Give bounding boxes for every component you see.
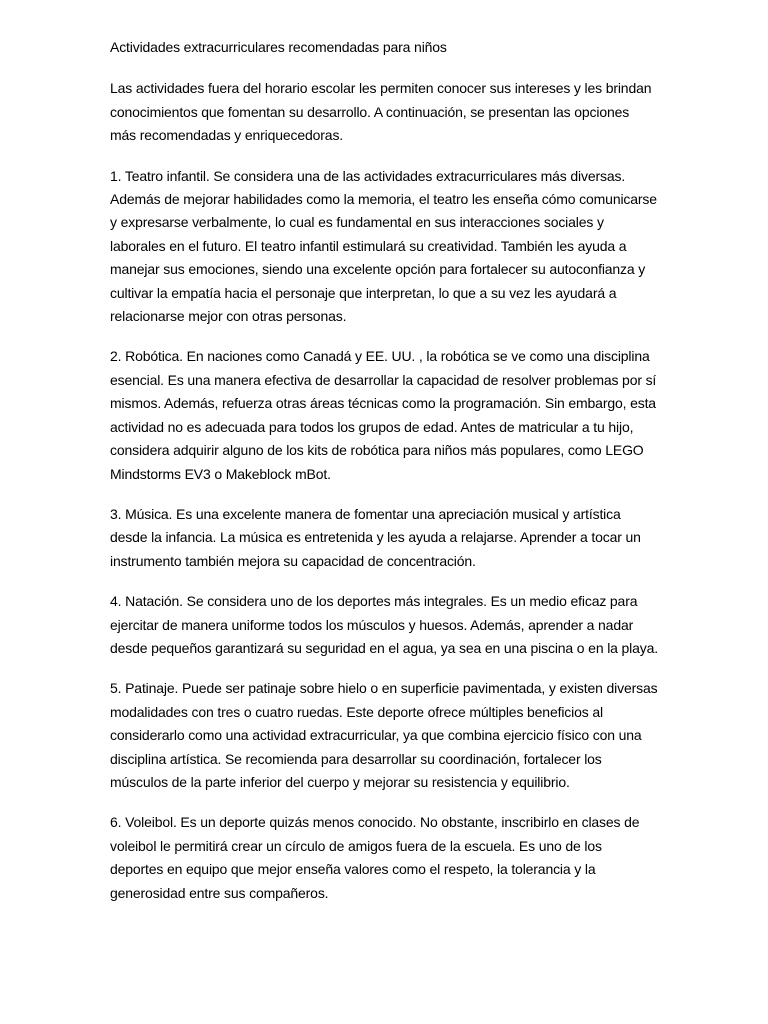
item-patinaje: 5. Patinaje. Puede ser patinaje sobre hielo o en superficie pavimentada, y existen diversas modalidades con tres o cuatro ruedas. Este deporte ofrece múltiples beneficios al considerarlo como una actividad extracurricular, ya que combina ejercicio físico con una disciplina artística. Se recomienda para desarrollar su coordinación, fortalecer los músculos de la parte inferior del cuerpo y mejorar su resistencia y equilibrio. xyxy=(110,680,658,790)
item-musica: 3. Música. Es una excelente manera de fomentar una apreciación musical y artística desde la infancia. La música es entretenida y les ayuda a relajarse. Aprender a tocar un instrumento también mejora su capacidad de concentración. xyxy=(110,505,641,569)
item-natacion: 4. Natación. Se considera uno de los deportes más integrales. Es un medio eficaz para ejercitar de manera uniforme todos los músculos y huesos. Además, aprender a nadar desde pequeños garantizará su seguridad en el agua, ya sea en una piscina o en la playa. xyxy=(110,593,658,656)
item-teatro-infantil: 1. Teatro infantil. Se considera una de las actividades extracurriculares más diversas. Además de mejorar habilidades como la memoria, el teatro les enseña cómo comunicarse y expresarse verbalmente, lo cual es fundamental en sus interacciones sociales y laborales en el futuro. El teatro infantil estimulará su creatividad. También les ayuda a manejar sus emociones, siendo una excelente opción para fortalecer su autoconfianza y cultivar la empatía hacia el personaje que interpretan, lo que a su vez les ayudará a relacionarse mejor con otras personas. xyxy=(110,167,657,325)
intro-paragraph: Las actividades fuera del horario escolar les permiten conocer sus intereses y les brindan conocimientos que fomentan su desarrollo. A continuación, se presentan las opciones más recomendadas y enriquecedoras. xyxy=(110,80,652,144)
document-title: Actividades extracurriculares recomendadas para niños xyxy=(110,39,447,55)
item-robotica: 2. Robótica. En naciones como Canadá y EE. UU. , la robótica se ve como una disciplina esencial. Es una manera efectiva de desarrollar la capacidad de resolver problemas por sí mismos. Además, refuerza otras áreas técnicas como la programación. Sin embargo, esta actividad no es adecuada para todos los grupos de edad. Antes de matricular a tu hijo, considera adquirir alguno de los kits de robótica para niños más populares, como LEGO Mindstorms EV3 o Makeblock mBot. xyxy=(110,348,657,482)
item-voleibol: 6. Voleibol. Es un deporte quizás menos conocido. No obstante, inscribirlo en clases de voleibol le permitirá crear un círculo de amigos fuera de la escuela. Es uno de los deportes en equipo que mejor enseña valores como el respeto, la tolerancia y la generosidad entre sus compañeros. xyxy=(110,814,640,901)
document-page xyxy=(110,36,658,922)
